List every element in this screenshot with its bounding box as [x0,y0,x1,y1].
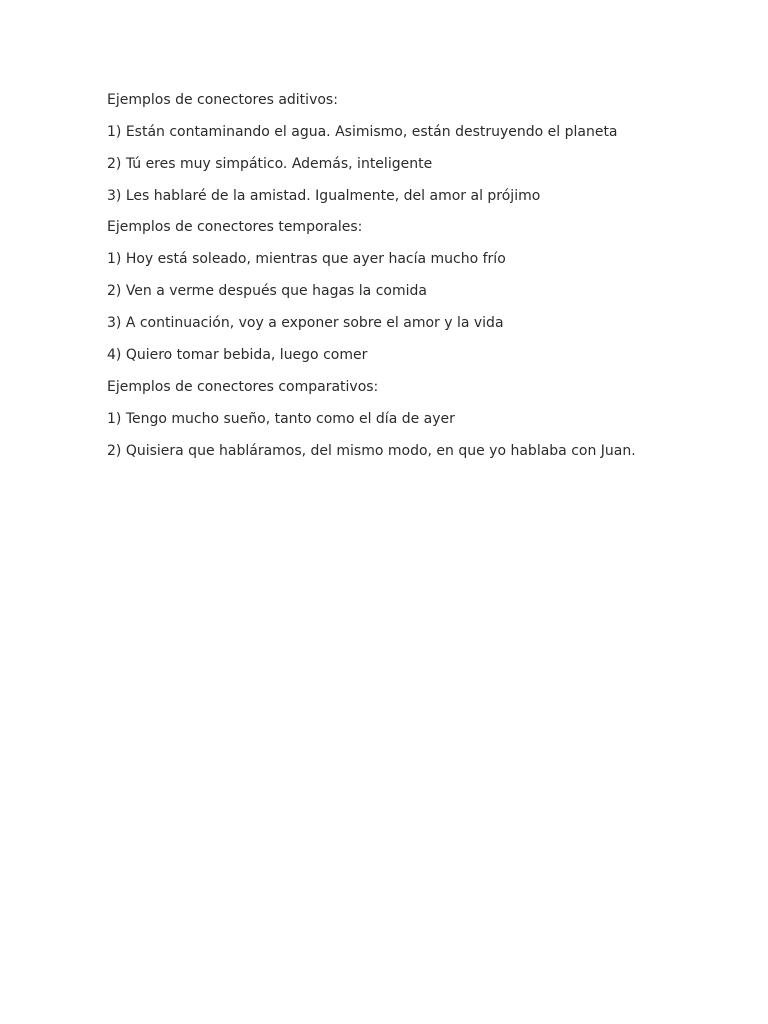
list-item: 1) Tengo mucho sueño, tanto como el día de ayer [107,411,455,427]
section-heading-comparativos: Ejemplos de conectores comparativos: [107,379,379,395]
list-item: 2) Quisiera que habláramos, del mismo modo, en que yo hablaba con Juan. [107,443,636,459]
list-item: 4) Quiero tomar bebida, luego comer [107,347,368,363]
section-heading-temporales: Ejemplos de conectores temporales: [107,219,363,235]
list-item: 3) Les hablaré de la amistad. Igualmente, del amor al prójimo [107,188,541,204]
list-item: 2) Tú eres muy simpático. Además, inteligente [107,156,433,172]
list-item: 1) Están contaminando el agua. Asimismo, están destruyendo el planeta [107,124,618,140]
document-body [107,90,727,473]
list-item: 3) A continuación, voy a exponer sobre el amor y la vida [107,315,504,331]
list-item: 1) Hoy está soleado, mientras que ayer hacía mucho frío [107,251,506,267]
list-item: 2) Ven a verme después que hagas la comida [107,283,427,299]
section-heading-aditivos: Ejemplos de conectores aditivos: [107,92,338,108]
